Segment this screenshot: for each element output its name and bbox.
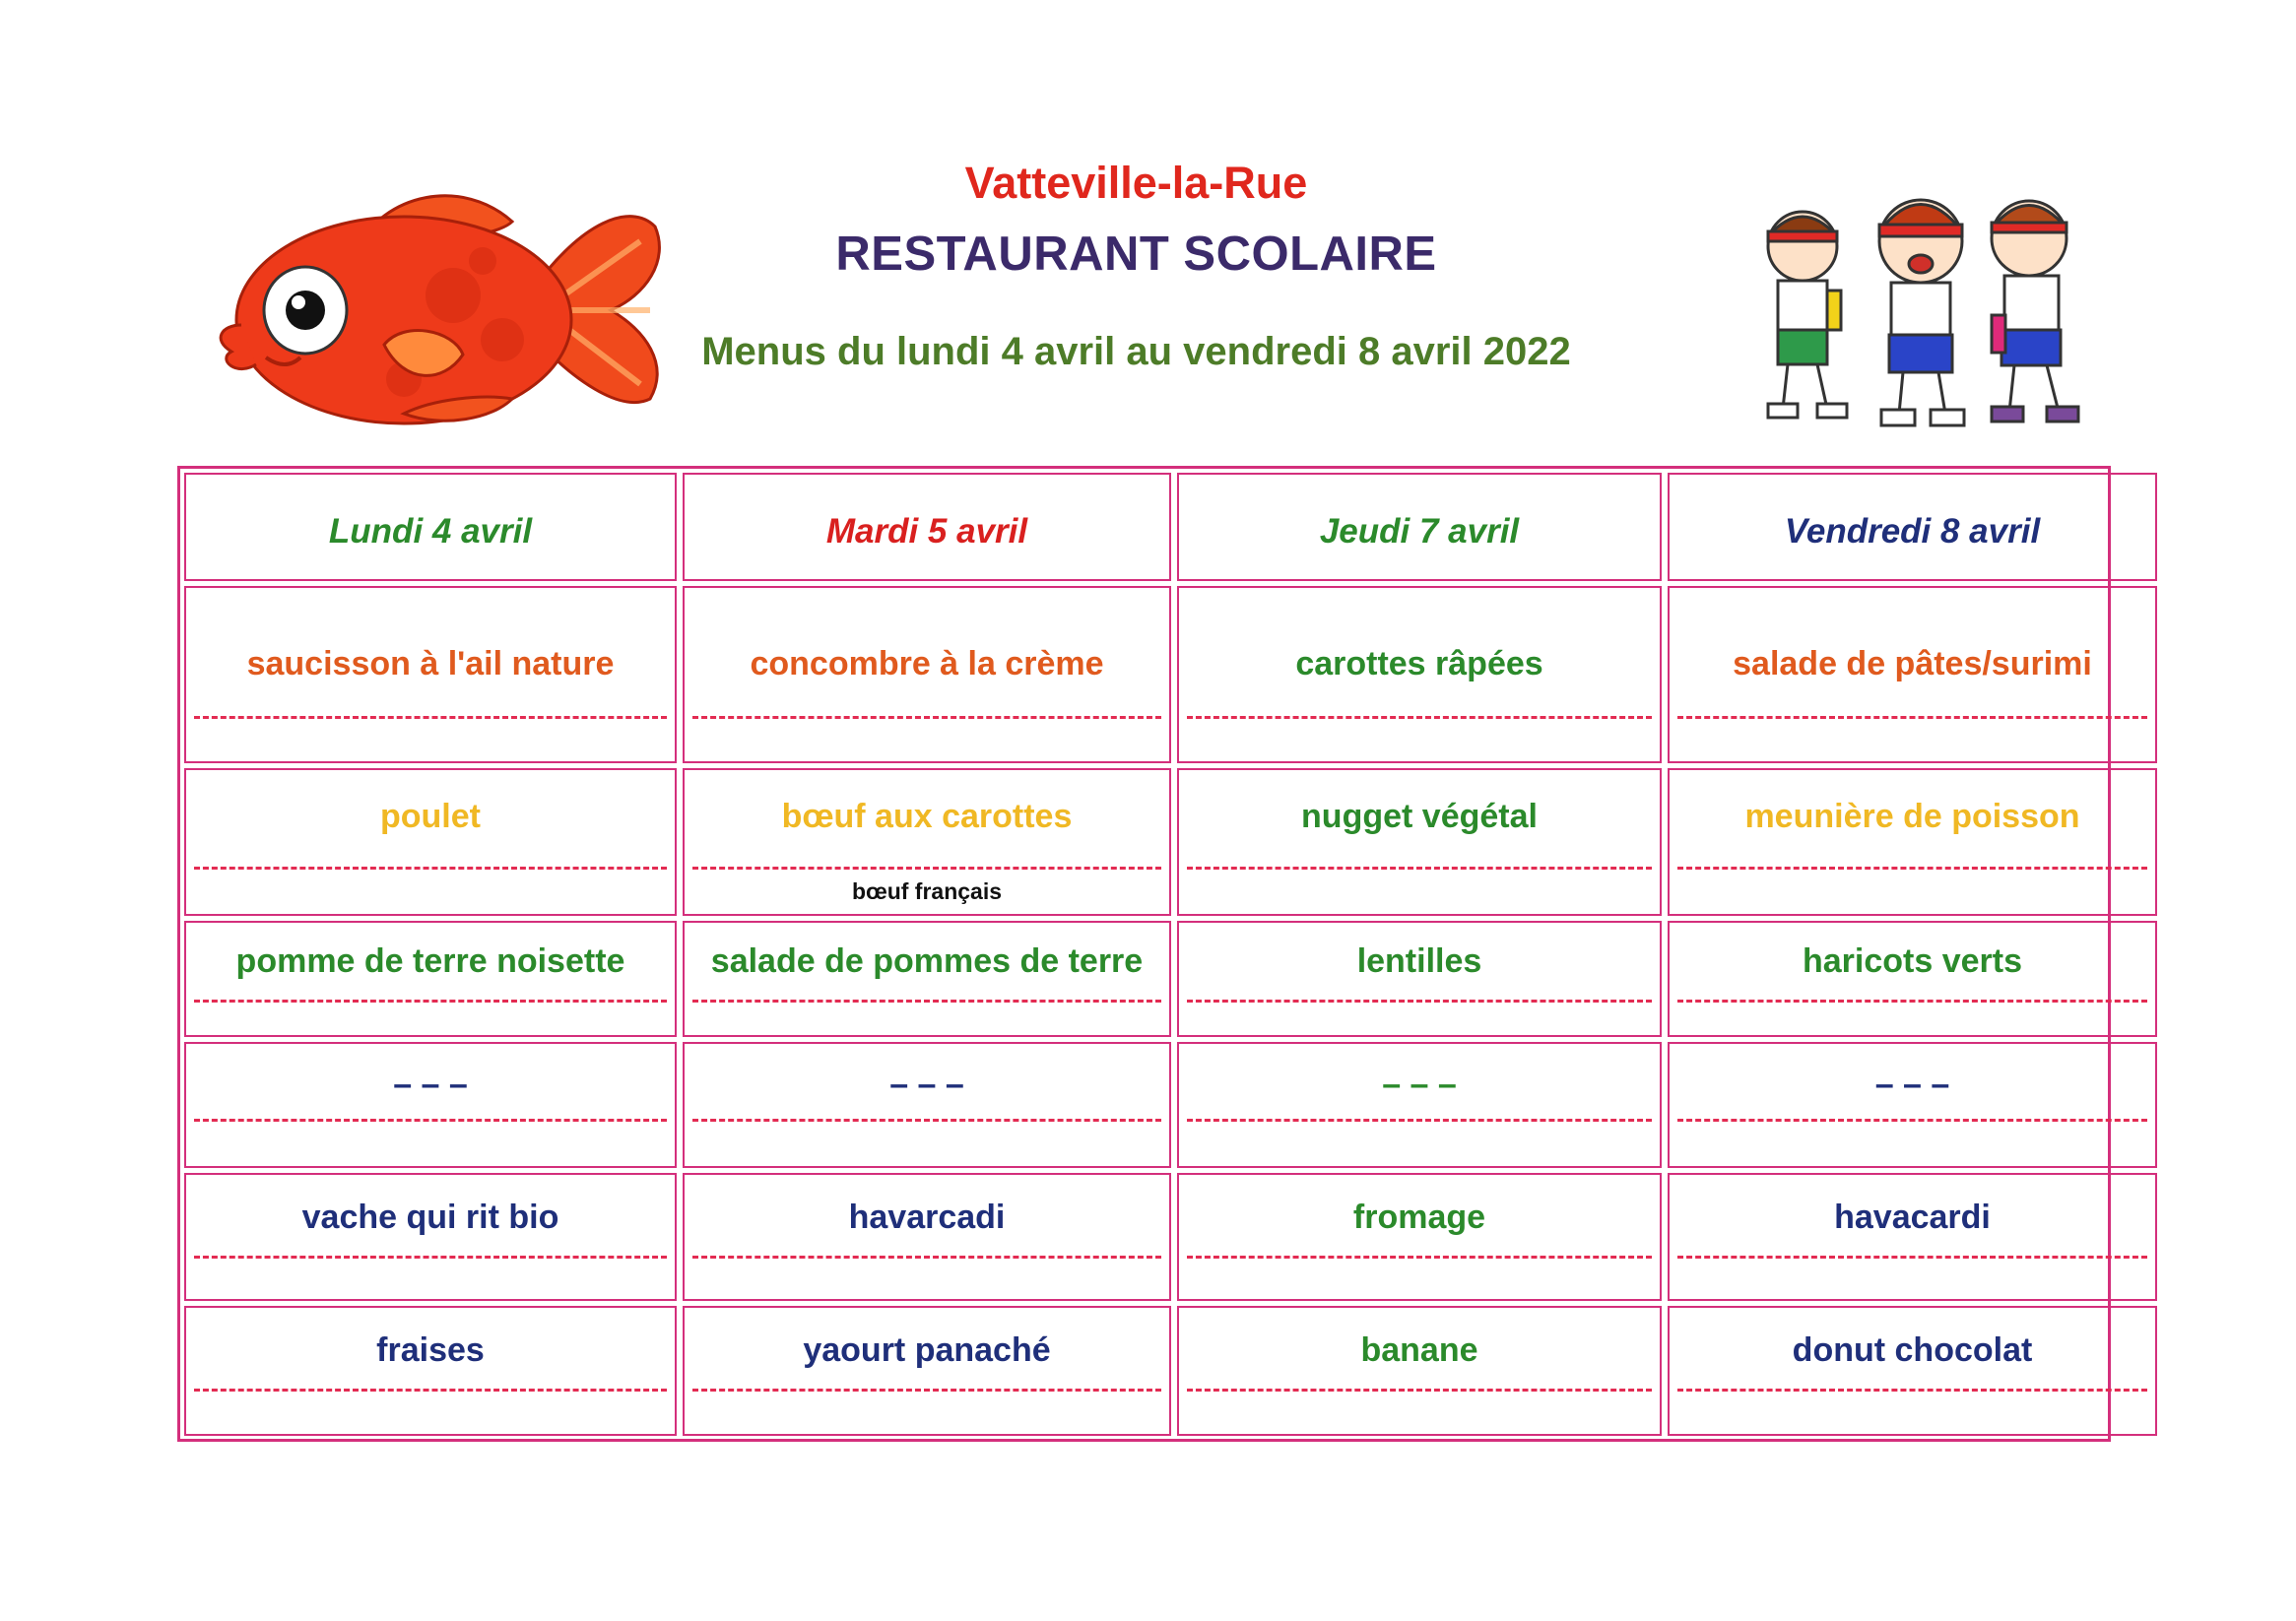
dashed-line — [194, 1256, 667, 1259]
menu-item-note: bœuf français — [851, 878, 1003, 904]
day-header-cell — [1668, 473, 2157, 581]
dashed-line — [692, 1256, 1161, 1259]
menu-item: nugget végétal — [1301, 798, 1538, 835]
menu-item-cell — [184, 768, 677, 916]
day-label: Mardi 5 avril — [825, 512, 1028, 551]
menu-item-cell — [1668, 586, 2157, 763]
menu-item-cell — [1177, 1042, 1662, 1168]
menu-item: saucisson à l'ail nature — [246, 645, 615, 682]
menu-item-cell — [1668, 1306, 2157, 1436]
menu-item: meunière de poisson — [1744, 798, 2080, 835]
dashed-line — [692, 867, 1161, 870]
menu-item-cell — [683, 1306, 1171, 1436]
dashed-line — [194, 867, 667, 870]
dashed-line — [1677, 1256, 2147, 1259]
menu-item: bœuf aux carottes — [781, 798, 1073, 835]
menu-item-cell — [1177, 1306, 1662, 1436]
day-header-cell — [1177, 473, 1662, 581]
dashed-line — [1187, 1389, 1652, 1392]
dashed-line — [1677, 1119, 2147, 1122]
menu-item: – – – — [1874, 1066, 1950, 1103]
menu-item: – – – — [1382, 1066, 1457, 1103]
day-label: Jeudi 7 avril — [1319, 512, 1520, 551]
day-header-cell — [184, 473, 677, 581]
dashed-line — [692, 1119, 1161, 1122]
menu-item: lentilles — [1356, 942, 1482, 980]
menu-item-cell — [1668, 768, 2157, 916]
menu-item-cell — [184, 1042, 677, 1168]
menu-item-cell — [1177, 768, 1662, 916]
dashed-line — [194, 1119, 667, 1122]
menu-item-cell — [683, 1042, 1171, 1168]
town-name: Vatteville-la-Rue — [964, 158, 1308, 208]
dashed-line — [692, 716, 1161, 719]
menu-item: fraises — [376, 1331, 485, 1369]
page-title: RESTAURANT SCOLAIRE — [835, 227, 1437, 281]
menu-item: poulet — [380, 798, 481, 835]
dashed-line — [194, 1000, 667, 1003]
menu-item-cell — [683, 768, 1171, 916]
menu-item-cell — [184, 1173, 677, 1301]
menu-item-cell — [184, 1306, 677, 1436]
day-label: Vendredi 8 avril — [1784, 512, 2041, 551]
menu-item-cell — [1668, 921, 2157, 1037]
day-header-cell — [683, 473, 1171, 581]
menu-item: concombre à la crème — [750, 645, 1104, 682]
day-label: Lundi 4 avril — [328, 512, 533, 551]
menu-item: salade de pâtes/surimi — [1733, 645, 2092, 682]
menu-item-cell — [1668, 1042, 2157, 1168]
dashed-line — [1187, 1256, 1652, 1259]
dashed-line — [1187, 867, 1652, 870]
dashed-line — [692, 1000, 1161, 1003]
menu-item: fromage — [1352, 1199, 1486, 1236]
menu-item: salade de pommes de terre — [710, 942, 1144, 980]
dashed-line — [1677, 716, 2147, 719]
menu-item-cell — [1177, 586, 1662, 763]
menu-item: vache qui rit bio — [301, 1199, 559, 1236]
menu-item-cell — [184, 586, 677, 763]
dashed-line — [692, 1389, 1161, 1392]
menu-item: banane — [1360, 1331, 1478, 1369]
menu-item: havacardi — [1834, 1199, 1991, 1236]
menu-item-cell — [683, 586, 1171, 763]
running-children-illustration — [1734, 177, 2108, 438]
menu-item-cell — [683, 1173, 1171, 1301]
menu-item-cell — [1668, 1173, 2157, 1301]
dashed-line — [194, 1389, 667, 1392]
menu-item: pomme de terre noisette — [235, 942, 625, 980]
dashed-line — [1677, 867, 2147, 870]
dashed-line — [1187, 716, 1652, 719]
menu-item: haricots verts — [1803, 942, 2022, 980]
menu-item-cell — [184, 921, 677, 1037]
dashed-line — [1677, 1000, 2147, 1003]
dashed-line — [1677, 1389, 2147, 1392]
menu-item-cell — [683, 921, 1171, 1037]
menu-item: – – – — [393, 1066, 468, 1103]
menu-item: – – – — [889, 1066, 964, 1103]
menu-item: carottes râpées — [1295, 645, 1543, 682]
menu-item-cell — [1177, 1173, 1662, 1301]
goldfish-illustration — [207, 182, 670, 433]
dashed-line — [194, 716, 667, 719]
dashed-line — [1187, 1000, 1652, 1003]
menu-item: havarcadi — [848, 1199, 1006, 1236]
dashed-line — [1187, 1119, 1652, 1122]
menu-item-cell — [1177, 921, 1662, 1037]
menu-period-subtitle: Menus du lundi 4 avril au vendredi 8 avril 2022 — [701, 330, 1571, 373]
menu-item: donut chocolat — [1792, 1331, 2033, 1369]
menu-item: yaourt panaché — [803, 1331, 1051, 1369]
weekly-menu-table — [177, 466, 2111, 1442]
